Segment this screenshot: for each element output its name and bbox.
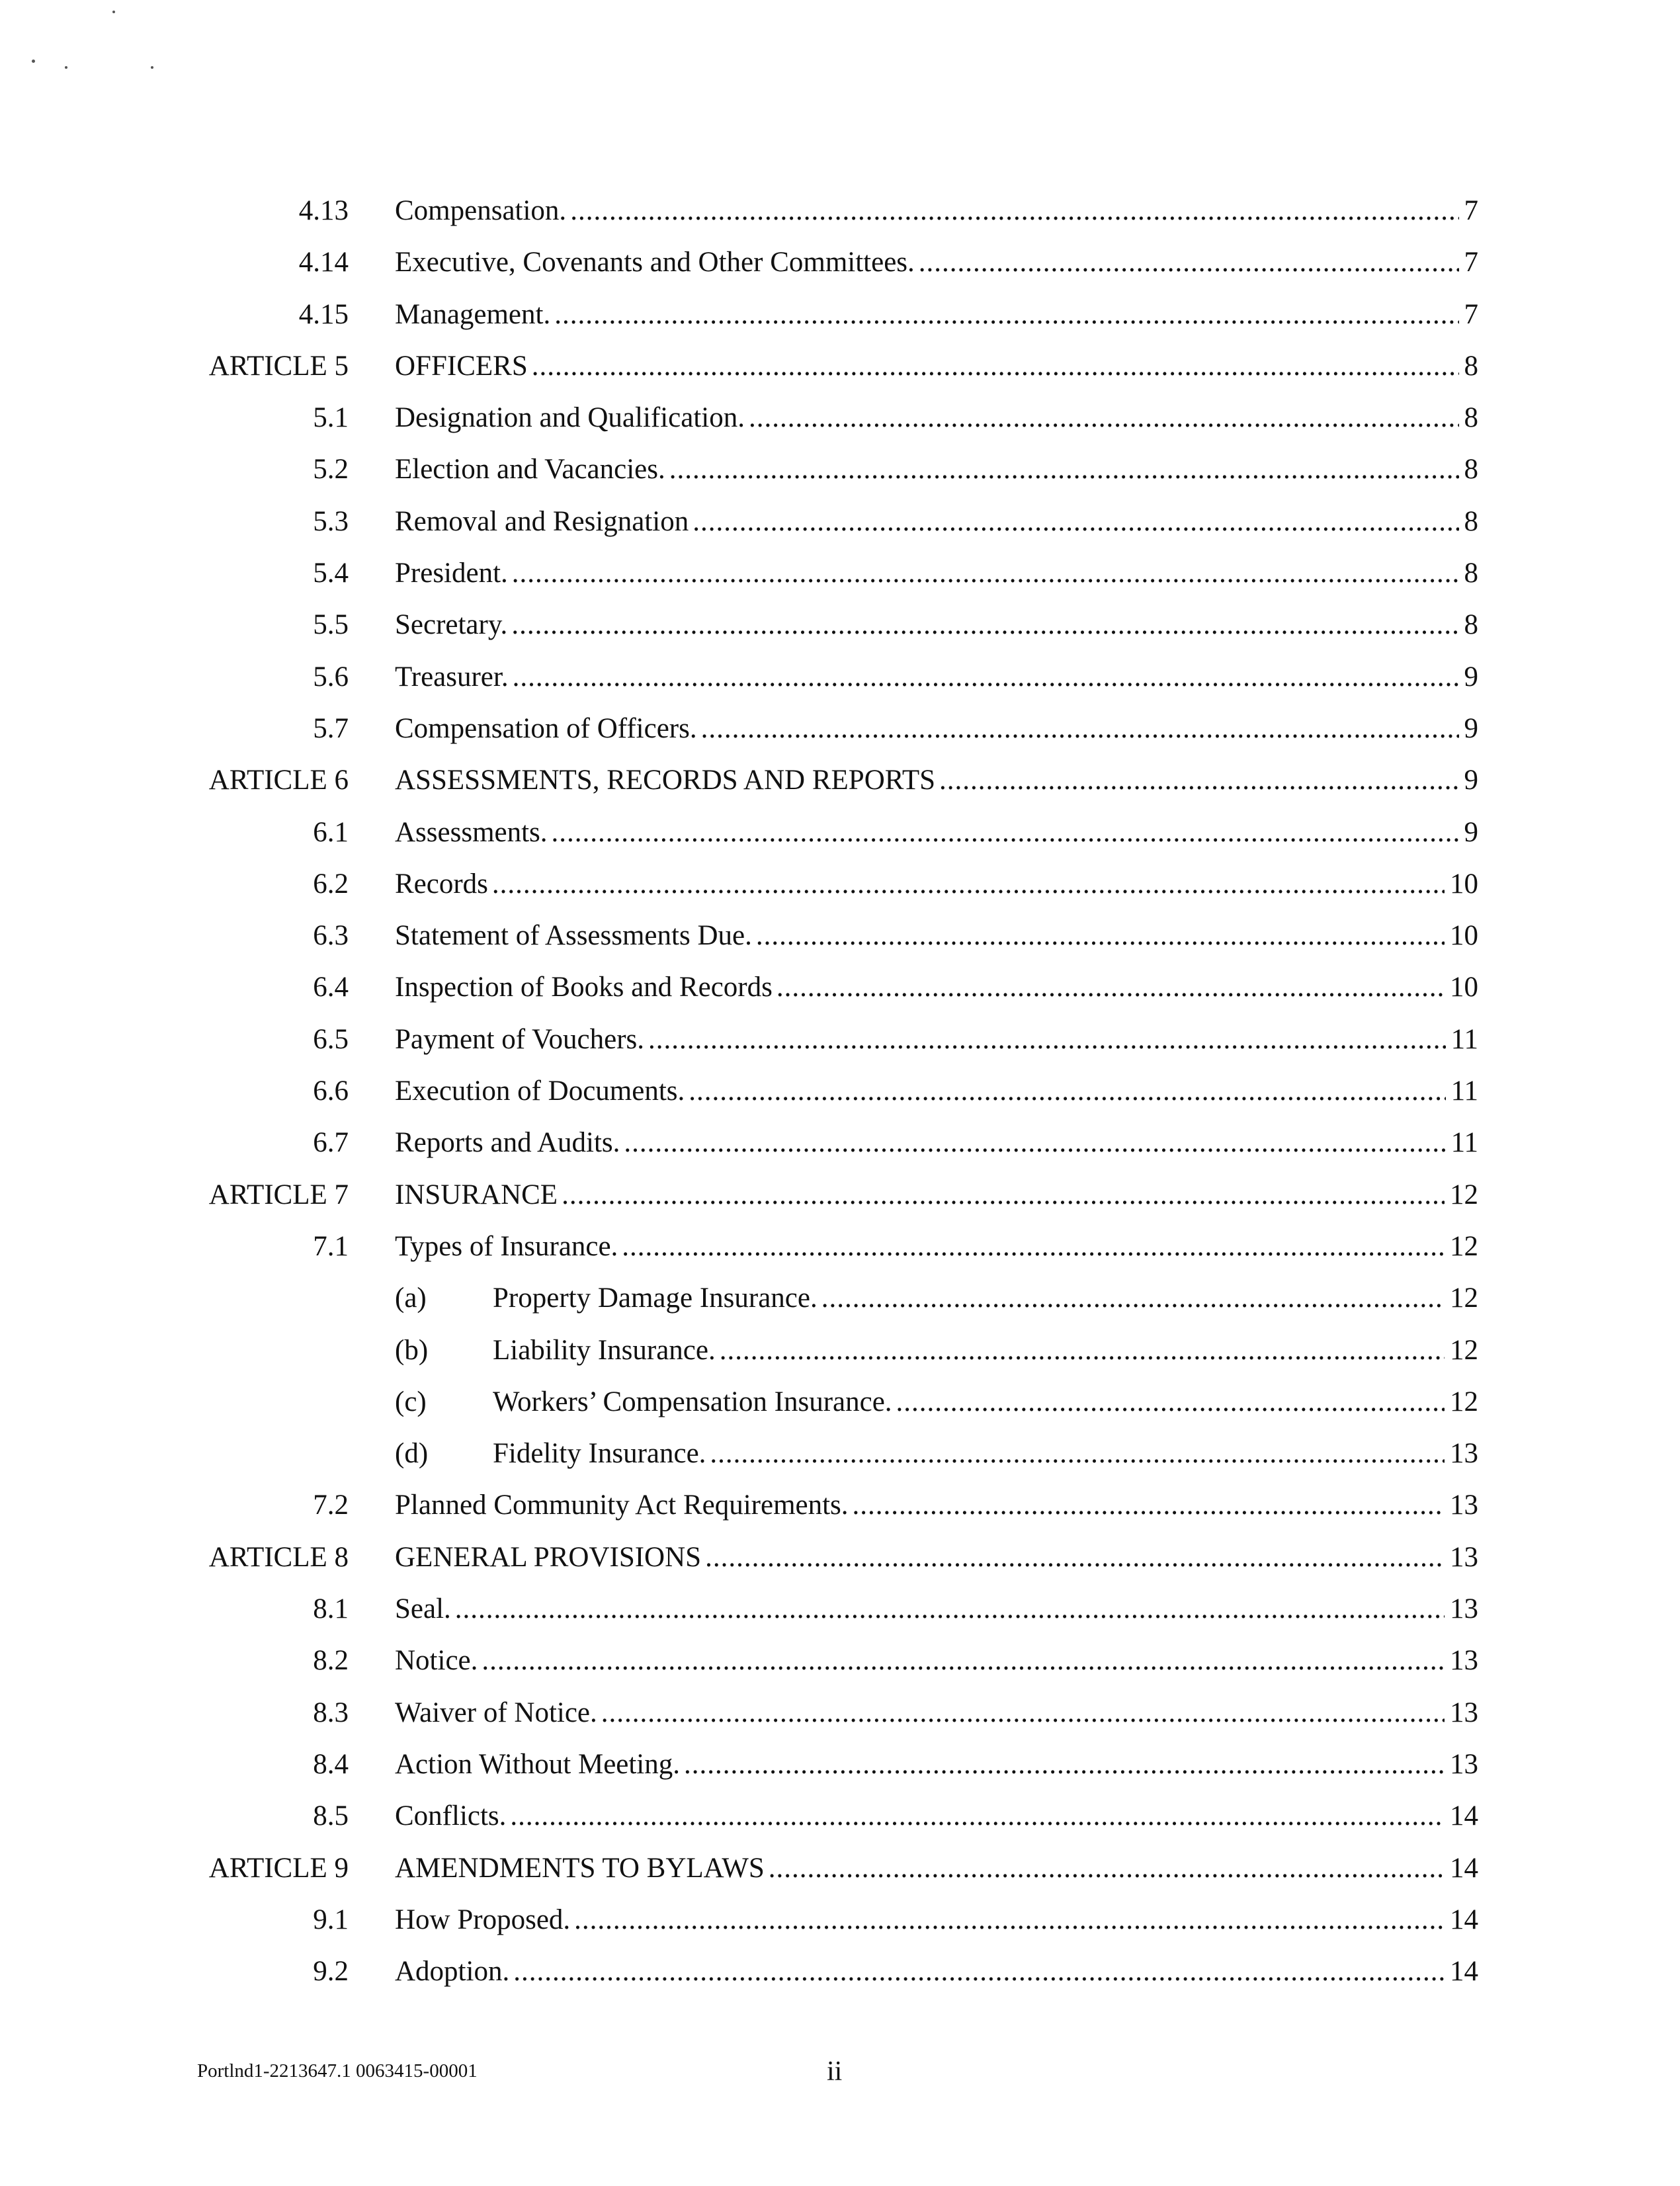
- toc-entry-page: 7: [1464, 298, 1478, 330]
- toc-entry-number: 6.2: [313, 868, 349, 900]
- toc-section-row: [0, 289, 1680, 341]
- toc-entry-page: 13: [1450, 1438, 1478, 1470]
- toc-entry-title: How Proposed.: [395, 1904, 571, 1935]
- toc-entry-page: 13: [1450, 1645, 1478, 1677]
- toc-entry-number: 5.1: [313, 402, 349, 434]
- dot-leader: [749, 392, 1459, 444]
- toc-entry-title: Waiver of Notice.: [395, 1697, 597, 1728]
- toc-entry-page: 7: [1464, 247, 1478, 278]
- toc-entry-page: 8: [1464, 505, 1478, 537]
- toc-entry-number: 4.14: [298, 247, 349, 278]
- toc-entry-number: 9.1: [313, 1904, 349, 1935]
- toc-entry: [395, 859, 1478, 910]
- toc-section-row: [0, 599, 1680, 651]
- toc-entry-number: 9.2: [313, 1956, 349, 1988]
- dot-leader: [710, 1428, 1445, 1480]
- toc-subsection-row: [0, 1376, 1680, 1428]
- toc-entry-number: ARTICLE 7: [208, 1179, 349, 1210]
- toc-entry-page: 13: [1450, 1593, 1478, 1625]
- toc-entry: [395, 1790, 1478, 1842]
- toc-article-row: [0, 1169, 1680, 1221]
- toc-section-row: [0, 1635, 1680, 1687]
- dot-leader: [693, 496, 1458, 548]
- toc-entry-title: Planned Community Act Requirements.: [395, 1490, 849, 1521]
- toc-entry: [395, 496, 1478, 548]
- toc-section-row: [0, 1946, 1680, 1997]
- dot-leader: [769, 1843, 1445, 1894]
- toc-entry-number: 5.3: [313, 505, 349, 537]
- toc-subsection-row: [0, 1428, 1680, 1480]
- toc-entry: [395, 1480, 1478, 1531]
- toc-entry: [395, 703, 1478, 755]
- toc-entry-number: ARTICLE 9: [208, 1852, 349, 1884]
- dot-leader: [669, 444, 1459, 495]
- toc-section-row: [0, 1894, 1680, 1946]
- toc-entry-number: 4.15: [298, 298, 349, 330]
- toc-entry-title: Treasurer.: [395, 661, 509, 693]
- toc-entry-title: INSURANCE: [395, 1179, 558, 1210]
- toc-entry-letter: (b): [395, 1334, 429, 1366]
- toc-entry: [395, 1014, 1478, 1066]
- toc-entry-title: Workers’ Compensation Insurance.: [493, 1386, 892, 1417]
- toc-entry-page: 12: [1450, 1386, 1478, 1417]
- toc-entry-page: 10: [1450, 868, 1478, 900]
- toc-entry-title: Designation and Qualification.: [395, 402, 745, 434]
- toc-entry-page: 11: [1450, 1023, 1478, 1055]
- toc-entry-number: 6.1: [313, 816, 349, 848]
- dot-leader: [552, 807, 1459, 859]
- toc-entry: [395, 599, 1478, 651]
- table-of-contents: [0, 185, 1680, 1997]
- toc-section-row: [0, 444, 1680, 495]
- toc-entry-title: Management.: [395, 298, 551, 330]
- dot-leader: [689, 1066, 1445, 1117]
- toc-entry-letter: (c): [395, 1386, 427, 1417]
- dot-leader: [705, 1532, 1445, 1583]
- dot-leader: [853, 1480, 1445, 1531]
- toc-entry-letter: (d): [395, 1438, 429, 1470]
- toc-entry-title: Fidelity Insurance.: [493, 1438, 706, 1470]
- toc-entry-page: 14: [1450, 1852, 1478, 1884]
- toc-entry-title: Election and Vacancies.: [395, 454, 665, 485]
- toc-entry: [395, 1169, 1478, 1221]
- toc-entry-number: 8.3: [313, 1697, 349, 1728]
- toc-entry: [493, 1273, 1478, 1324]
- toc-entry-title: Property Damage Insurance.: [493, 1282, 818, 1314]
- toc-entry: [395, 1843, 1478, 1894]
- dot-leader: [756, 910, 1445, 962]
- toc-entry-page: 12: [1450, 1230, 1478, 1262]
- toc-entry: [493, 1376, 1478, 1428]
- toc-entry-title: Action Without Meeting.: [395, 1748, 681, 1780]
- toc-entry: [395, 548, 1478, 599]
- toc-entry-title: Reports and Audits.: [395, 1127, 620, 1159]
- toc-section-row: [0, 807, 1680, 859]
- toc-entry-number: ARTICLE 8: [208, 1541, 349, 1573]
- dot-leader: [513, 1946, 1445, 1997]
- toc-entry-page: 9: [1464, 712, 1478, 744]
- toc-section-row: [0, 1117, 1680, 1169]
- toc-entry-number: 5.4: [313, 558, 349, 589]
- toc-section-row: [0, 962, 1680, 1013]
- dot-leader: [511, 599, 1458, 651]
- dot-leader: [513, 652, 1459, 703]
- toc-subsection-row: [0, 1325, 1680, 1376]
- toc-section-row: [0, 548, 1680, 599]
- toc-entry: [395, 1687, 1478, 1739]
- footer-page-number: ii: [827, 2056, 843, 2087]
- footer-document-id: Portlnd1-2213647.1 0063415-00001: [197, 2060, 478, 2081]
- dot-leader: [482, 1635, 1445, 1687]
- toc-entry: [395, 1221, 1478, 1273]
- toc-article-row: [0, 1843, 1680, 1894]
- toc-entry: [395, 237, 1478, 288]
- toc-entry-number: 7.2: [313, 1490, 349, 1521]
- dot-leader: [777, 962, 1445, 1013]
- toc-entry: [493, 1325, 1478, 1376]
- toc-section-row: [0, 1066, 1680, 1117]
- scan-speck: [65, 66, 67, 69]
- toc-entry-number: 4.13: [298, 195, 349, 226]
- toc-entry-page: 11: [1450, 1127, 1478, 1159]
- toc-entry: [395, 1739, 1478, 1790]
- toc-entry-number: 8.2: [313, 1645, 349, 1677]
- toc-entry: [395, 341, 1478, 392]
- dot-leader: [701, 703, 1459, 755]
- toc-entry-number: 6.7: [313, 1127, 349, 1159]
- toc-entry-title: President.: [395, 558, 508, 589]
- toc-section-row: [0, 496, 1680, 548]
- toc-entry-title: GENERAL PROVISIONS: [395, 1541, 702, 1573]
- toc-entry-page: 14: [1450, 1956, 1478, 1988]
- toc-entry-number: 5.2: [313, 454, 349, 485]
- dot-leader: [532, 341, 1459, 392]
- dot-leader: [648, 1014, 1446, 1066]
- toc-entry: [395, 1946, 1478, 1997]
- toc-entry: [395, 962, 1478, 1013]
- toc-entry-number: 7.1: [313, 1230, 349, 1262]
- toc-entry-title: Conflicts.: [395, 1800, 507, 1832]
- toc-section-row: [0, 1014, 1680, 1066]
- toc-section-row: [0, 652, 1680, 703]
- toc-entry-title: Adoption.: [395, 1956, 510, 1988]
- toc-entry-page: 9: [1464, 765, 1478, 796]
- toc-section-row: [0, 1739, 1680, 1790]
- toc-entry-number: ARTICLE 6: [208, 765, 349, 796]
- dot-leader: [919, 237, 1459, 288]
- dot-leader: [512, 548, 1459, 599]
- dot-leader: [574, 1894, 1445, 1946]
- toc-entry-title: Records: [395, 868, 488, 900]
- toc-entry-page: 8: [1464, 558, 1478, 589]
- toc-section-row: [0, 910, 1680, 962]
- toc-entry-page: 10: [1450, 920, 1478, 952]
- dot-leader: [455, 1583, 1445, 1635]
- toc-entry-number: ARTICLE 5: [208, 350, 349, 382]
- toc-subsection-row: [0, 1273, 1680, 1324]
- dot-leader: [562, 1169, 1445, 1221]
- toc-entry: [395, 1532, 1478, 1583]
- toc-entry-page: 9: [1464, 661, 1478, 693]
- toc-entry-page: 14: [1450, 1904, 1478, 1935]
- toc-entry: [395, 910, 1478, 962]
- toc-entry: [395, 185, 1478, 237]
- toc-entry-page: 8: [1464, 454, 1478, 485]
- toc-entry-page: 9: [1464, 816, 1478, 848]
- toc-section-row: [0, 703, 1680, 755]
- toc-section-row: [0, 1480, 1680, 1531]
- dot-leader: [896, 1376, 1445, 1428]
- toc-entry-title: Statement of Assessments Due.: [395, 920, 752, 952]
- toc-entry-title: AMENDMENTS TO BYLAWS: [395, 1852, 765, 1884]
- toc-entry-page: 13: [1450, 1541, 1478, 1573]
- toc-entry-title: Payment of Vouchers.: [395, 1023, 645, 1055]
- toc-entry: [395, 1635, 1478, 1687]
- dot-leader: [554, 289, 1458, 341]
- dot-leader: [510, 1790, 1445, 1842]
- toc-entry-number: 6.3: [313, 920, 349, 952]
- toc-entry-letter: (a): [395, 1282, 427, 1314]
- toc-entry-number: 5.7: [313, 712, 349, 744]
- dot-leader: [624, 1117, 1445, 1169]
- toc-entry: [395, 807, 1478, 859]
- toc-entry-title: Seal.: [395, 1593, 451, 1625]
- dot-leader: [684, 1739, 1445, 1790]
- toc-entry-page: 13: [1450, 1490, 1478, 1521]
- toc-entry-title: Compensation.: [395, 195, 567, 226]
- toc-article-row: [0, 755, 1680, 806]
- toc-entry-title: OFFICERS: [395, 350, 528, 382]
- toc-entry-number: 5.6: [313, 661, 349, 693]
- toc-entry: [395, 1894, 1478, 1946]
- toc-entry: [395, 652, 1478, 703]
- scan-speck: [32, 60, 35, 63]
- toc-entry-title: Execution of Documents.: [395, 1075, 685, 1107]
- toc-section-row: [0, 237, 1680, 288]
- toc-entry-title: Inspection of Books and Records: [395, 972, 773, 1003]
- toc-section-row: [0, 859, 1680, 910]
- toc-entry: [395, 392, 1478, 444]
- scan-speck: [112, 11, 115, 13]
- toc-entry-title: Secretary.: [395, 609, 508, 641]
- toc-entry-page: 14: [1450, 1800, 1478, 1832]
- toc-entry-page: 8: [1464, 350, 1478, 382]
- toc-entry-title: Liability Insurance.: [493, 1334, 716, 1366]
- toc-entry-page: 7: [1464, 195, 1478, 226]
- toc-section-row: [0, 392, 1680, 444]
- toc-entry-page: 8: [1464, 609, 1478, 641]
- dot-leader: [622, 1221, 1445, 1273]
- toc-entry-title: Assessments.: [395, 816, 548, 848]
- dot-leader: [570, 185, 1458, 237]
- toc-section-row: [0, 1221, 1680, 1273]
- toc-section-row: [0, 1583, 1680, 1635]
- toc-entry-page: 10: [1450, 972, 1478, 1003]
- dot-leader: [492, 859, 1445, 910]
- toc-entry: [395, 755, 1478, 806]
- toc-entry: [395, 1117, 1478, 1169]
- toc-entry: [395, 1583, 1478, 1635]
- toc-entry-title: Executive, Covenants and Other Committees.: [395, 247, 915, 278]
- toc-article-row: [0, 1532, 1680, 1583]
- toc-entry-number: 5.5: [313, 609, 349, 641]
- toc-entry-page: 13: [1450, 1697, 1478, 1728]
- toc-article-row: [0, 341, 1680, 392]
- toc-entry-number: 6.6: [313, 1075, 349, 1107]
- toc-entry-page: 12: [1450, 1282, 1478, 1314]
- toc-entry-title: Compensation of Officers.: [395, 712, 697, 744]
- toc-entry-page: 13: [1450, 1748, 1478, 1780]
- toc-entry-page: 12: [1450, 1334, 1478, 1366]
- toc-entry-page: 12: [1450, 1179, 1478, 1210]
- toc-entry-title: Notice.: [395, 1645, 478, 1677]
- dot-leader: [601, 1687, 1445, 1739]
- toc-entry-page: 8: [1464, 402, 1478, 434]
- dot-leader: [821, 1273, 1445, 1324]
- toc-entry: [395, 289, 1478, 341]
- toc-entry: [395, 1066, 1478, 1117]
- toc-entry: [395, 444, 1478, 495]
- toc-entry-number: 6.5: [313, 1023, 349, 1055]
- toc-section-row: [0, 1790, 1680, 1842]
- toc-entry-number: 8.1: [313, 1593, 349, 1625]
- toc-entry: [493, 1428, 1478, 1480]
- toc-section-row: [0, 185, 1680, 237]
- toc-entry-number: 8.5: [313, 1800, 349, 1832]
- scan-speck: [151, 66, 153, 69]
- toc-section-row: [0, 1687, 1680, 1739]
- toc-entry-title: Removal and Resignation: [395, 505, 689, 537]
- toc-entry-number: 8.4: [313, 1748, 349, 1780]
- toc-entry-title: Types of Insurance.: [395, 1230, 618, 1262]
- dot-leader: [720, 1325, 1445, 1376]
- toc-entry-page: 11: [1450, 1075, 1478, 1107]
- dot-leader: [939, 755, 1458, 806]
- toc-entry-number: 6.4: [313, 972, 349, 1003]
- toc-entry-title: ASSESSMENTS, RECORDS AND REPORTS: [395, 765, 936, 796]
